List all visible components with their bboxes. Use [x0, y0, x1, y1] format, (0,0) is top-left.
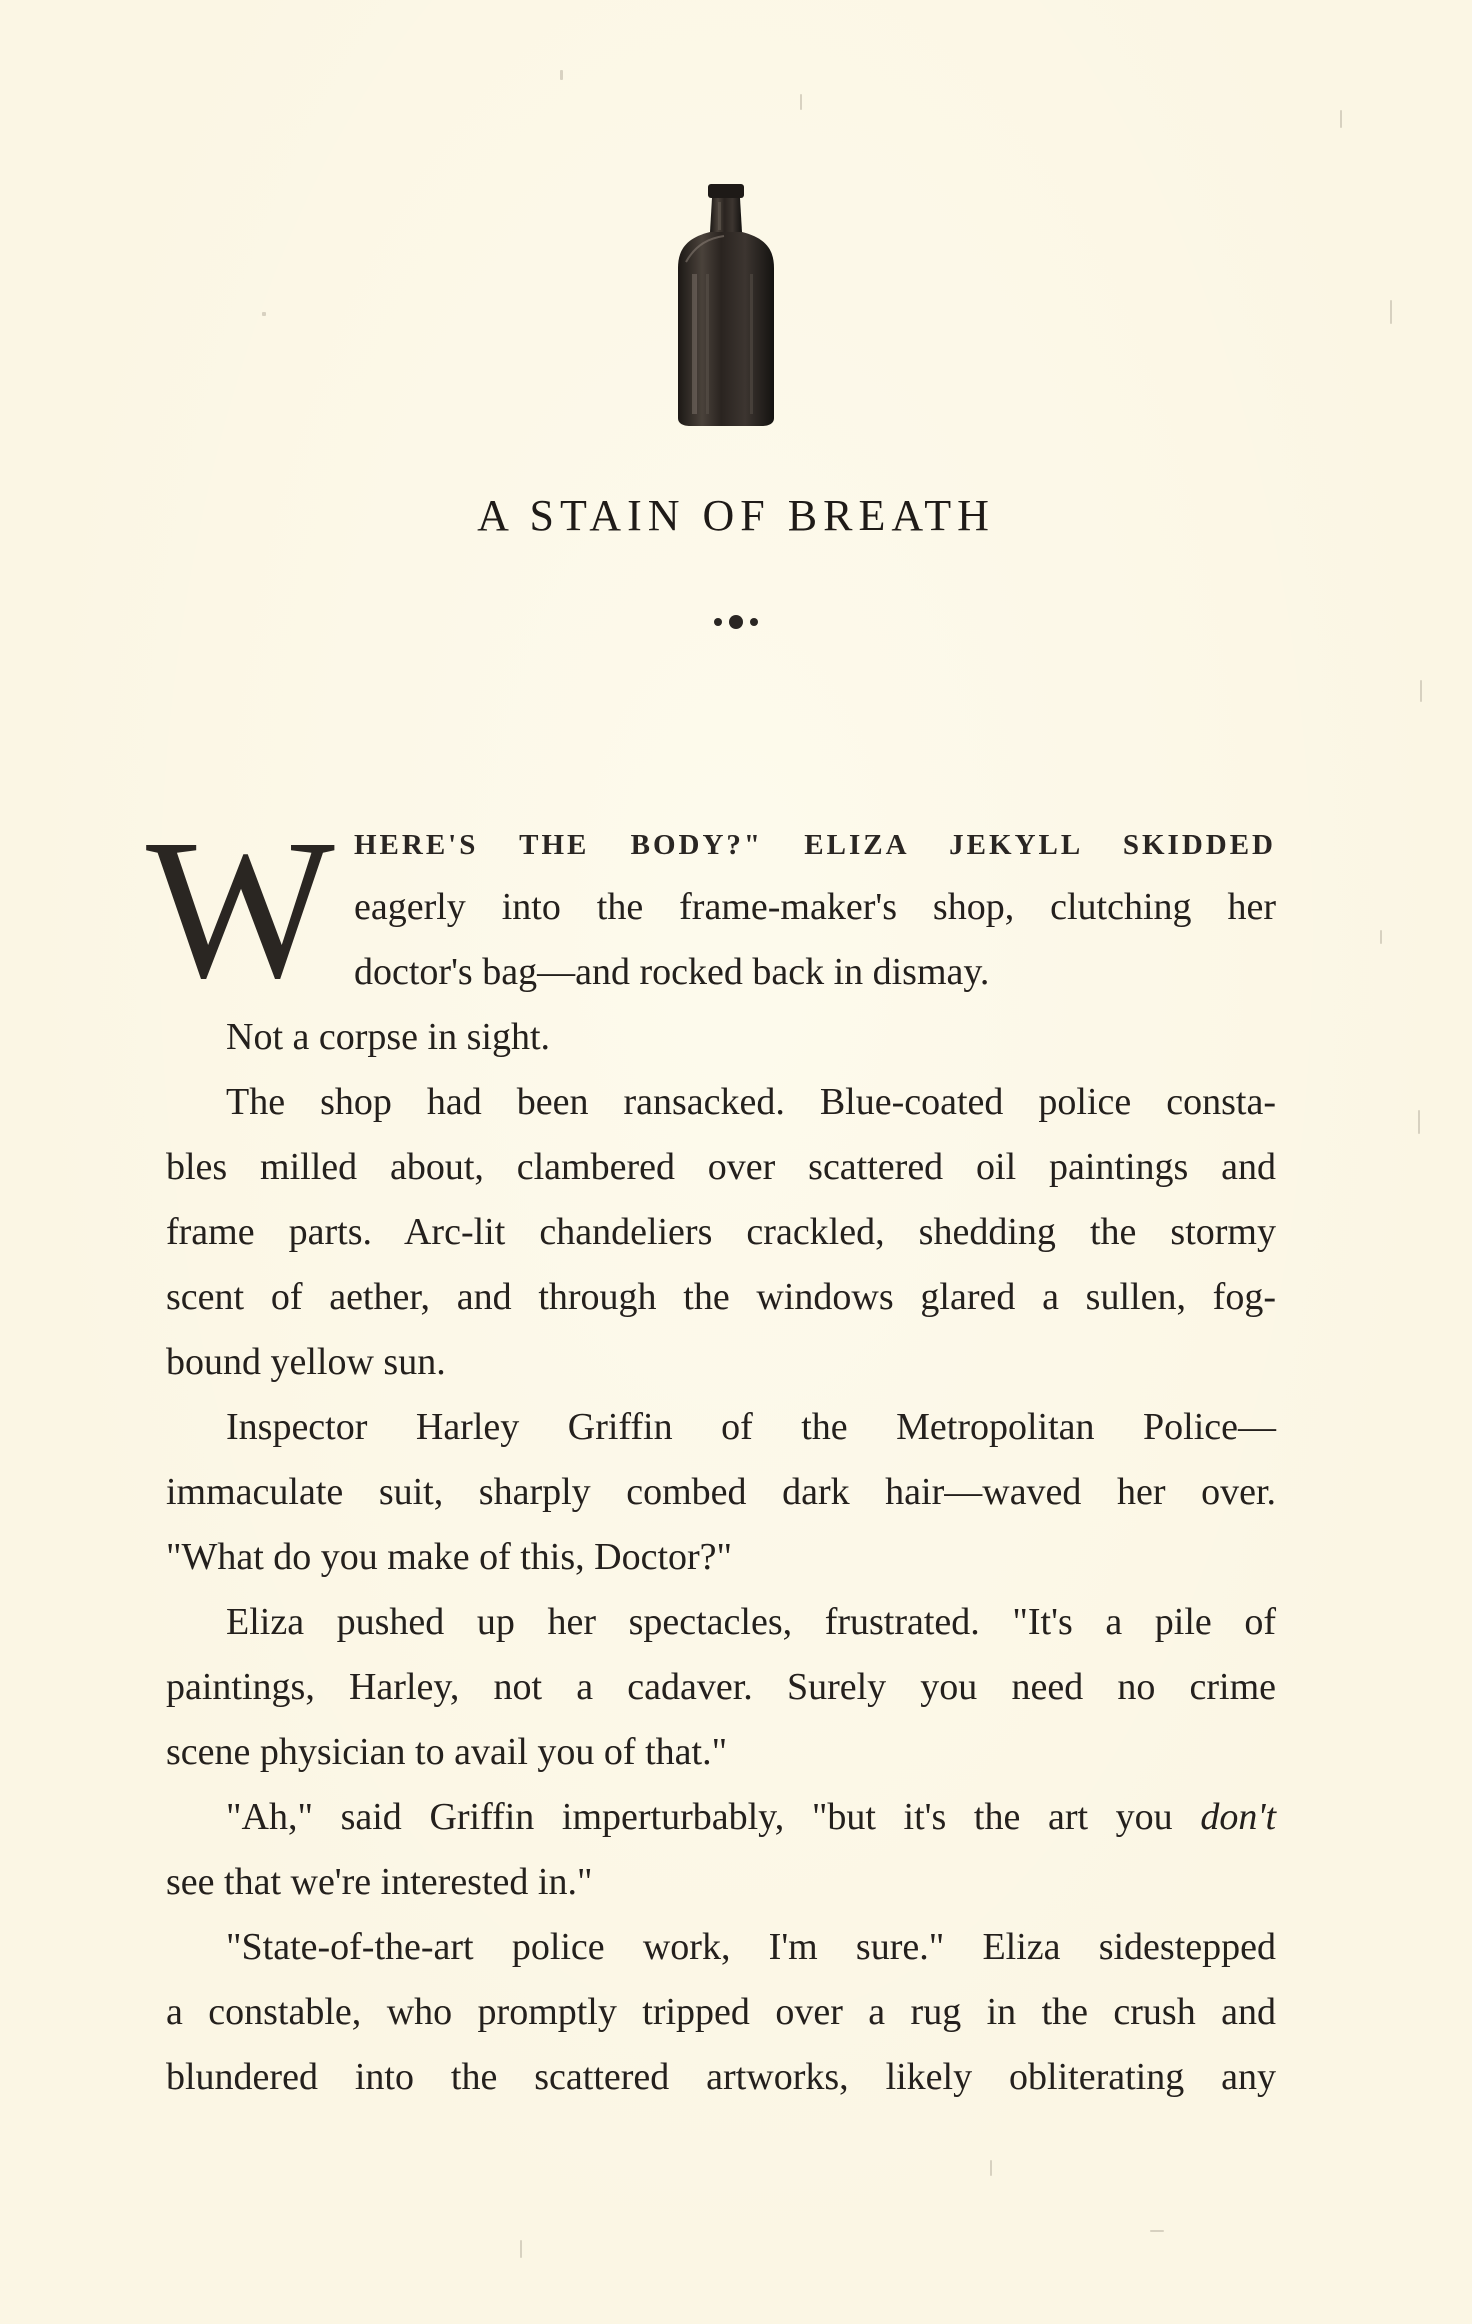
text-line: Inspector Harley Griffin of the Metropolitan Police— [226, 1406, 1276, 1448]
emphasis-word: don't [1200, 1796, 1277, 1838]
paper-speck [520, 2240, 522, 2258]
ornament-icon [0, 612, 1472, 632]
text-line: immaculate suit, sharply combed dark hair—waved her over. [166, 1471, 1276, 1513]
text-line: a constable, who promptly tripped over a rug in the crush and [166, 1991, 1276, 2033]
text-line: "State-of-the-art police work, I'm sure." Eliza sidestepped [226, 1926, 1276, 1968]
chapter-body [146, 799, 1277, 2110]
paper-speck [1420, 680, 1422, 702]
paper-speck [1390, 300, 1392, 324]
opening-smallcaps: HERE'S THE BODY?" ELIZA JEKYLL SKIDDED [354, 829, 1276, 861]
paper-speck [990, 2160, 992, 2176]
text-line: paintings, Harley, not a cadaver. Surely you need no crime [166, 1666, 1276, 1708]
text-line: frame parts. Arc-lit chandeliers crackled, shedding the stormy [166, 1211, 1276, 1253]
text-line: scene physician to avail you of that." [166, 1731, 728, 1773]
text-line: see that we're interested in." [166, 1861, 593, 1903]
paper-speck [262, 312, 266, 316]
bottle-icon [670, 182, 782, 428]
text-line: "Ah," said Griffin imperturbably, "but it's the art you don't [226, 1796, 1277, 1838]
drop-cap: W [146, 799, 329, 1020]
text-line: The shop had been ransacked. Blue-coated police consta- [226, 1081, 1276, 1123]
text-line: blundered into the scattered artworks, likely obliterating any [166, 2056, 1276, 2098]
paper-speck [1418, 1110, 1420, 1134]
paper-speck [1380, 930, 1382, 944]
paper-speck [800, 94, 802, 110]
paper-speck [1150, 2230, 1164, 2232]
text-line: scent of aether, and through the windows glared a sullen, fog- [166, 1276, 1276, 1318]
text-line: Eliza pushed up her spectacles, frustrated. "It's a pile of [226, 1601, 1276, 1643]
chapter-title: A STAIN OF BREATH [477, 491, 995, 540]
text-line: bound yellow sun. [166, 1341, 446, 1383]
text-line: bles milled about, clambered over scattered oil paintings and [166, 1146, 1276, 1188]
paper-speck [560, 70, 563, 80]
text-line: eagerly into the frame-maker's shop, clutching her [354, 886, 1276, 928]
text-line: Not a corpse in sight. [226, 1016, 551, 1058]
paper-speck [1340, 110, 1342, 128]
text-line: doctor's bag—and rocked back in dismay. [354, 951, 990, 993]
text-line: "What do you make of this, Doctor?" [166, 1536, 733, 1578]
